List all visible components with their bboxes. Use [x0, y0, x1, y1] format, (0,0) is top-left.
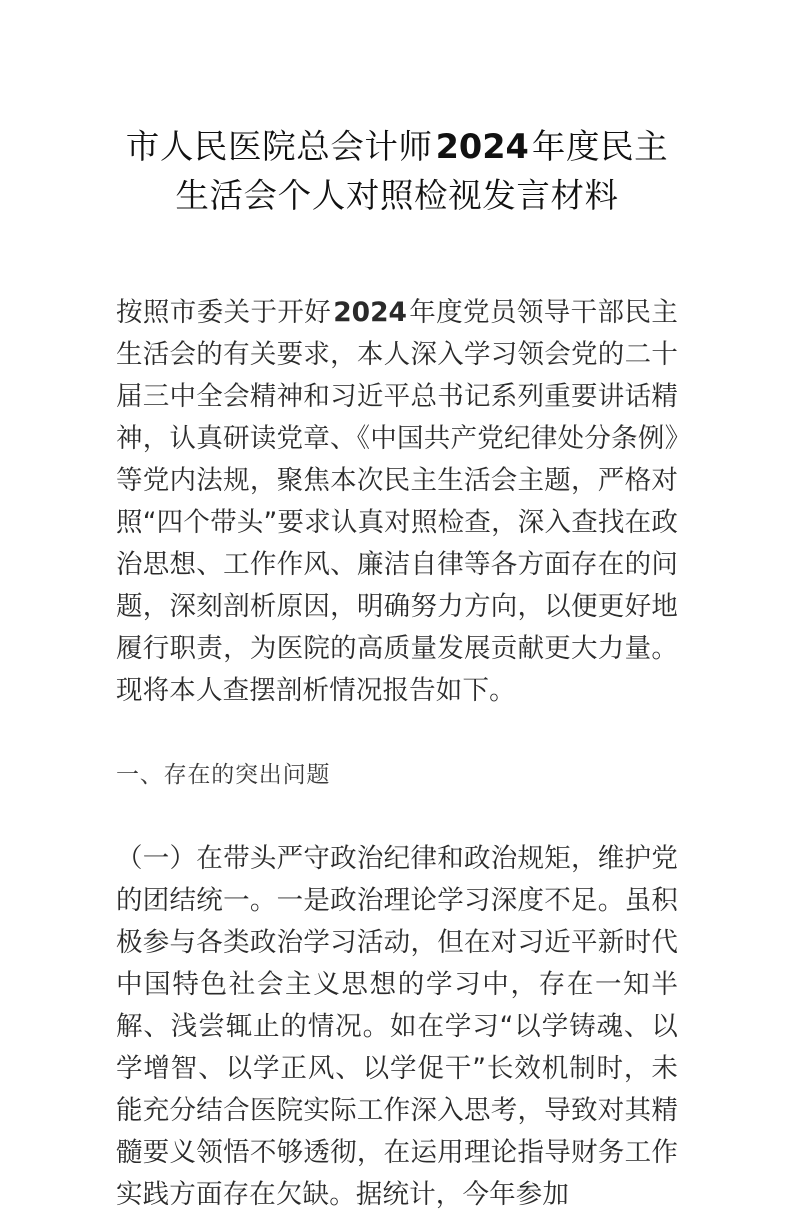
title-line1-prefix: 市人民医院总会计师 [125, 127, 433, 166]
intro-year: 2024 [333, 297, 407, 328]
intro-text-before-year: 按照市委关于开好 [116, 297, 332, 328]
document-title [116, 0, 678, 220]
title-line2: 个人对照检视发言材料 [277, 176, 619, 215]
title-line1-suffix: 年度民主生活会 [175, 127, 669, 215]
section-heading-one: 一、存在的突出问题 [116, 762, 331, 788]
document-content [116, 0, 678, 1216]
intro-paragraph [116, 292, 678, 712]
intro-text-after-year: 年度党员领导干部民主生活会的有关要求，本人深入学习领会党的二十届三中全会精神和习近平总书记系列重要讲话精神，认真研读党章、《中国共产党纪律处分条例》等党内法规，聚焦本次民主生活会主题，严格对照“四个带头”要求认真对照检查，深入查找在政治思想、工作作风、廉洁自律等各方面存在的问题，深刻剖析原因，明确努力方向，以便更好地履行职责，为医院的高质量发展贡献更大力量。现将本人查摆剖析情况报告如下。 [116, 297, 679, 706]
subsection-paragraph-one: （一）在带头严守政治纪律和政治规矩，维护党的团结统一。一是政治理论学习深度不足。虽积极参与各类政治学习活动，但在对习近平新时代中国特色社会主义思想的学习中，存在一知半解、浅尝辄止的情况。如在学习“以学铸魂、以学增智、以学正风、以学促干”长效机制时，未能充分结合医院实际工作深入思考，导致对其精髓要义领悟不够透彻，在运用理论指导财务工作实践方面存在欠缺。据统计，今年参加 [116, 843, 678, 1210]
title-year: 2024 [435, 127, 529, 166]
